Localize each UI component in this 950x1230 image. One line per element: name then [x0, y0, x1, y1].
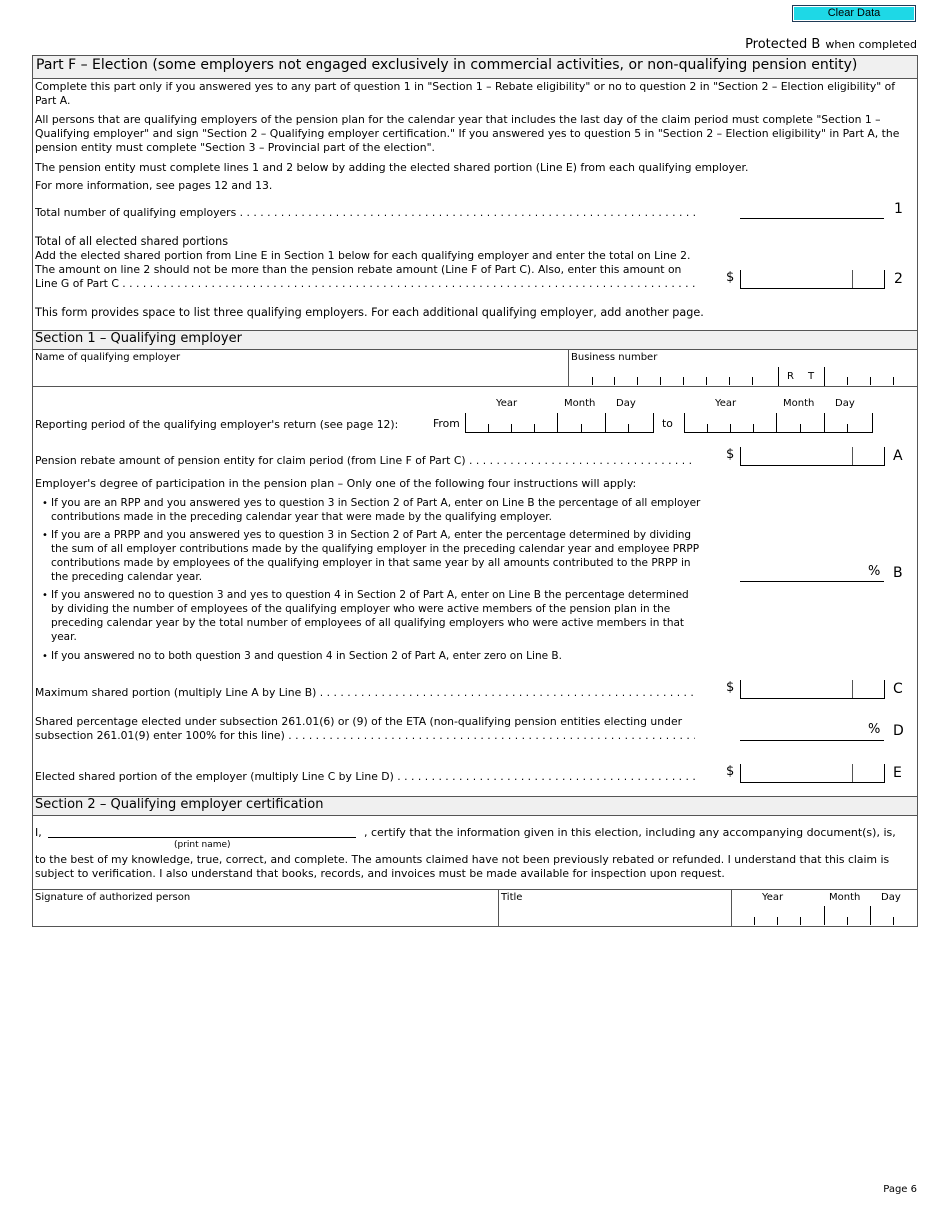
clear-data-button[interactable]: Clear Data — [792, 5, 916, 22]
line-d-percent: % — [868, 722, 881, 737]
employer-name-input[interactable] — [35, 365, 565, 385]
line-a-input[interactable] — [740, 447, 885, 466]
section-2-title: Section 2 – Qualifying employer certification — [35, 797, 324, 812]
title-field[interactable] — [501, 905, 727, 925]
bullet-icon: • — [42, 498, 48, 509]
employer-name-label: Name of qualifying employer — [35, 352, 181, 363]
period-to-date-input[interactable] — [684, 413, 873, 433]
page-number: Page 6 — [883, 1184, 917, 1195]
cert-text-3: subject to verification. I also understand that books, records, and invoices must be made available for inspection upon request. — [35, 867, 725, 880]
line-e-input[interactable] — [740, 764, 885, 783]
divider — [32, 889, 918, 890]
from-year-label: Year — [496, 398, 518, 409]
line-d-input[interactable] — [740, 722, 884, 741]
line-e-label: Elected shared portion of the employer (multiply Line C by Line D) . . . — [35, 770, 695, 783]
line-2-title: Total of all elected shared portions — [35, 235, 229, 248]
cert-text-1: , certify that the information given in this election, including any accompanying document(s), is, — [364, 826, 896, 839]
column-divider — [568, 349, 569, 386]
signature-label: Signature of authorized person — [35, 892, 191, 903]
divider — [32, 78, 918, 79]
line-d-label-1: Shared percentage elected under subsection 261.01(6) or (9) of the ETA (non-qualifying pension entities electing under — [35, 715, 683, 728]
line-a-dollar: $ — [726, 447, 735, 462]
instruction-3: If you answered no to question 3 and yes to question 4 in Section 2 of Part A, enter on Line B the percentage determined by dividing the number of employees of the qualifying employer who were active members of the pension plan in the preceding calendar year by the total number of employees of all qualifying employers who were active members in that year. — [51, 589, 689, 643]
to-month-label: Month — [783, 398, 815, 409]
bullet-icon: • — [42, 590, 48, 601]
signature-field[interactable] — [35, 905, 495, 925]
degree-label: Employer's degree of participation in the pension plan – Only one of the following four instructions will apply: — [35, 477, 637, 490]
to-year-label: Year — [715, 398, 737, 409]
column-divider — [498, 889, 499, 926]
line-b-input[interactable] — [740, 563, 884, 582]
from-day-label: Day — [616, 398, 636, 409]
line-2-text2: The amount on line 2 should not be more than the pension rebate amount (Line F of Part C). Also, enter this amount on — [35, 263, 682, 276]
protected-b-label: Protected B when completed — [745, 37, 917, 52]
line-e-dollar: $ — [726, 764, 735, 779]
sign-day-label: Day — [881, 892, 901, 903]
business-number-input[interactable] — [570, 366, 916, 385]
line-d-ref: D — [893, 723, 904, 739]
print-name-input[interactable] — [48, 821, 356, 838]
sign-year-label: Year — [762, 892, 784, 903]
sign-month-label: Month — [829, 892, 861, 903]
line-c-label: Maximum shared portion (multiply Line A by Line B) . . . — [35, 686, 695, 699]
rt-r-label: R — [787, 371, 794, 382]
line-b-percent: % — [868, 564, 881, 579]
title-label: Title — [501, 892, 523, 903]
bullet-icon: • — [42, 651, 48, 662]
space-note: This form provides space to list three qualifying employers. For each additional qualifying employer, add another page. — [35, 306, 704, 319]
line-c-dollar: $ — [726, 680, 735, 695]
from-label: From — [433, 417, 460, 430]
reporting-period-label: Reporting period of the qualifying employer's return (see page 12): — [35, 418, 399, 431]
divider — [32, 386, 918, 387]
line-2-text3: Line G of Part C . . . — [35, 277, 695, 291]
part-f-para4: For more information, see pages 12 and 13. — [35, 179, 273, 192]
line-a-label: Pension rebate amount of pension entity for claim period (from Line F of Part C) . . . — [35, 454, 695, 467]
column-divider — [731, 889, 732, 926]
divider — [32, 815, 918, 816]
line-1-label: Total number of qualifying employers . . . — [35, 206, 695, 219]
line-c-ref: C — [893, 681, 903, 697]
to-label: to — [662, 417, 673, 430]
bullet-icon: • — [42, 530, 48, 541]
line-d-label-2: subsection 261.01(9) enter 100% for this line) . . . — [35, 729, 695, 742]
cents-divider — [852, 270, 853, 288]
cents-divider — [852, 764, 853, 782]
line-2-input[interactable] — [740, 270, 885, 289]
line-a-ref: A — [893, 448, 903, 464]
line-c-input[interactable] — [740, 680, 885, 699]
section-1-title: Section 1 – Qualifying employer — [35, 331, 242, 346]
rt-t-label: T — [808, 371, 815, 382]
cents-divider — [852, 447, 853, 465]
instruction-2: If you are a PRPP and you answered yes to question 3 in Section 2 of Part A, enter the percentage determined by dividing the sum of all employer contributions made by the qualifying employer in the preceding calendar year and employee PRPP contributions made by employees of the qualifying employer in that same year by all amounts contributed to the PRPP in the preceding calendar year. — [51, 529, 700, 583]
part-f-para1: Complete this part only if you answered yes to any part of question 1 in "Section 1 – Rebate eligibility" or no to question 2 in "Section 2 – Election eligibility" of Part A. — [35, 80, 896, 107]
line-b-ref: B — [893, 565, 903, 581]
divider — [32, 349, 918, 350]
cents-divider — [852, 680, 853, 698]
line-e-ref: E — [893, 765, 902, 781]
cert-text-2: to the best of my knowledge, true, correct, and complete. The amounts claimed have not been previously rebated or refunded. I understand that this claim is — [35, 853, 890, 866]
period-from-date-input[interactable] — [465, 413, 654, 433]
line-2-ref: 2 — [894, 271, 903, 287]
print-name-caption: (print name) — [174, 840, 231, 850]
cert-i-label: I, — [35, 826, 42, 839]
line-2-text1: Add the elected shared portion from Line E in Section 1 below for each qualifying employer and enter the total on Line 2. — [35, 249, 691, 262]
line-2-dollar: $ — [726, 270, 735, 285]
part-f-title: Part F – Election (some employers not engaged exclusively in commercial activities, or non-qualifying pension entity) — [36, 57, 858, 73]
from-month-label: Month — [564, 398, 596, 409]
line-1-ref: 1 — [894, 201, 903, 217]
part-f-para2: All persons that are qualifying employers of the pension plan for the calendar year that includes the last day of the claim period must complete "Section 1 – Qualifying employer" and sign "Section 2 – Qualifying employer certification." If you answered yes to question 5 in "Section 2 – Election eligibility" in Part A, the pension entity must complete "Section 3 – Provincial part of the election". — [35, 113, 900, 154]
instruction-1: If you are an RPP and you answered yes to question 3 in Section 2 of Part A, enter on Line B the percentage of all employer contributions made in the preceding calendar year that were made by the qualifying employer. — [51, 497, 701, 523]
to-day-label: Day — [835, 398, 855, 409]
line-1-input[interactable] — [740, 200, 884, 219]
instruction-4: If you answered no to both question 3 and question 4 in Section 2 of Part A, enter zero on Line B. — [51, 650, 562, 662]
business-number-label: Business number — [571, 352, 658, 363]
part-f-para3: The pension entity must complete lines 1 and 2 below by adding the elected shared portion (Line E) from each qualifying employer. — [35, 161, 749, 174]
